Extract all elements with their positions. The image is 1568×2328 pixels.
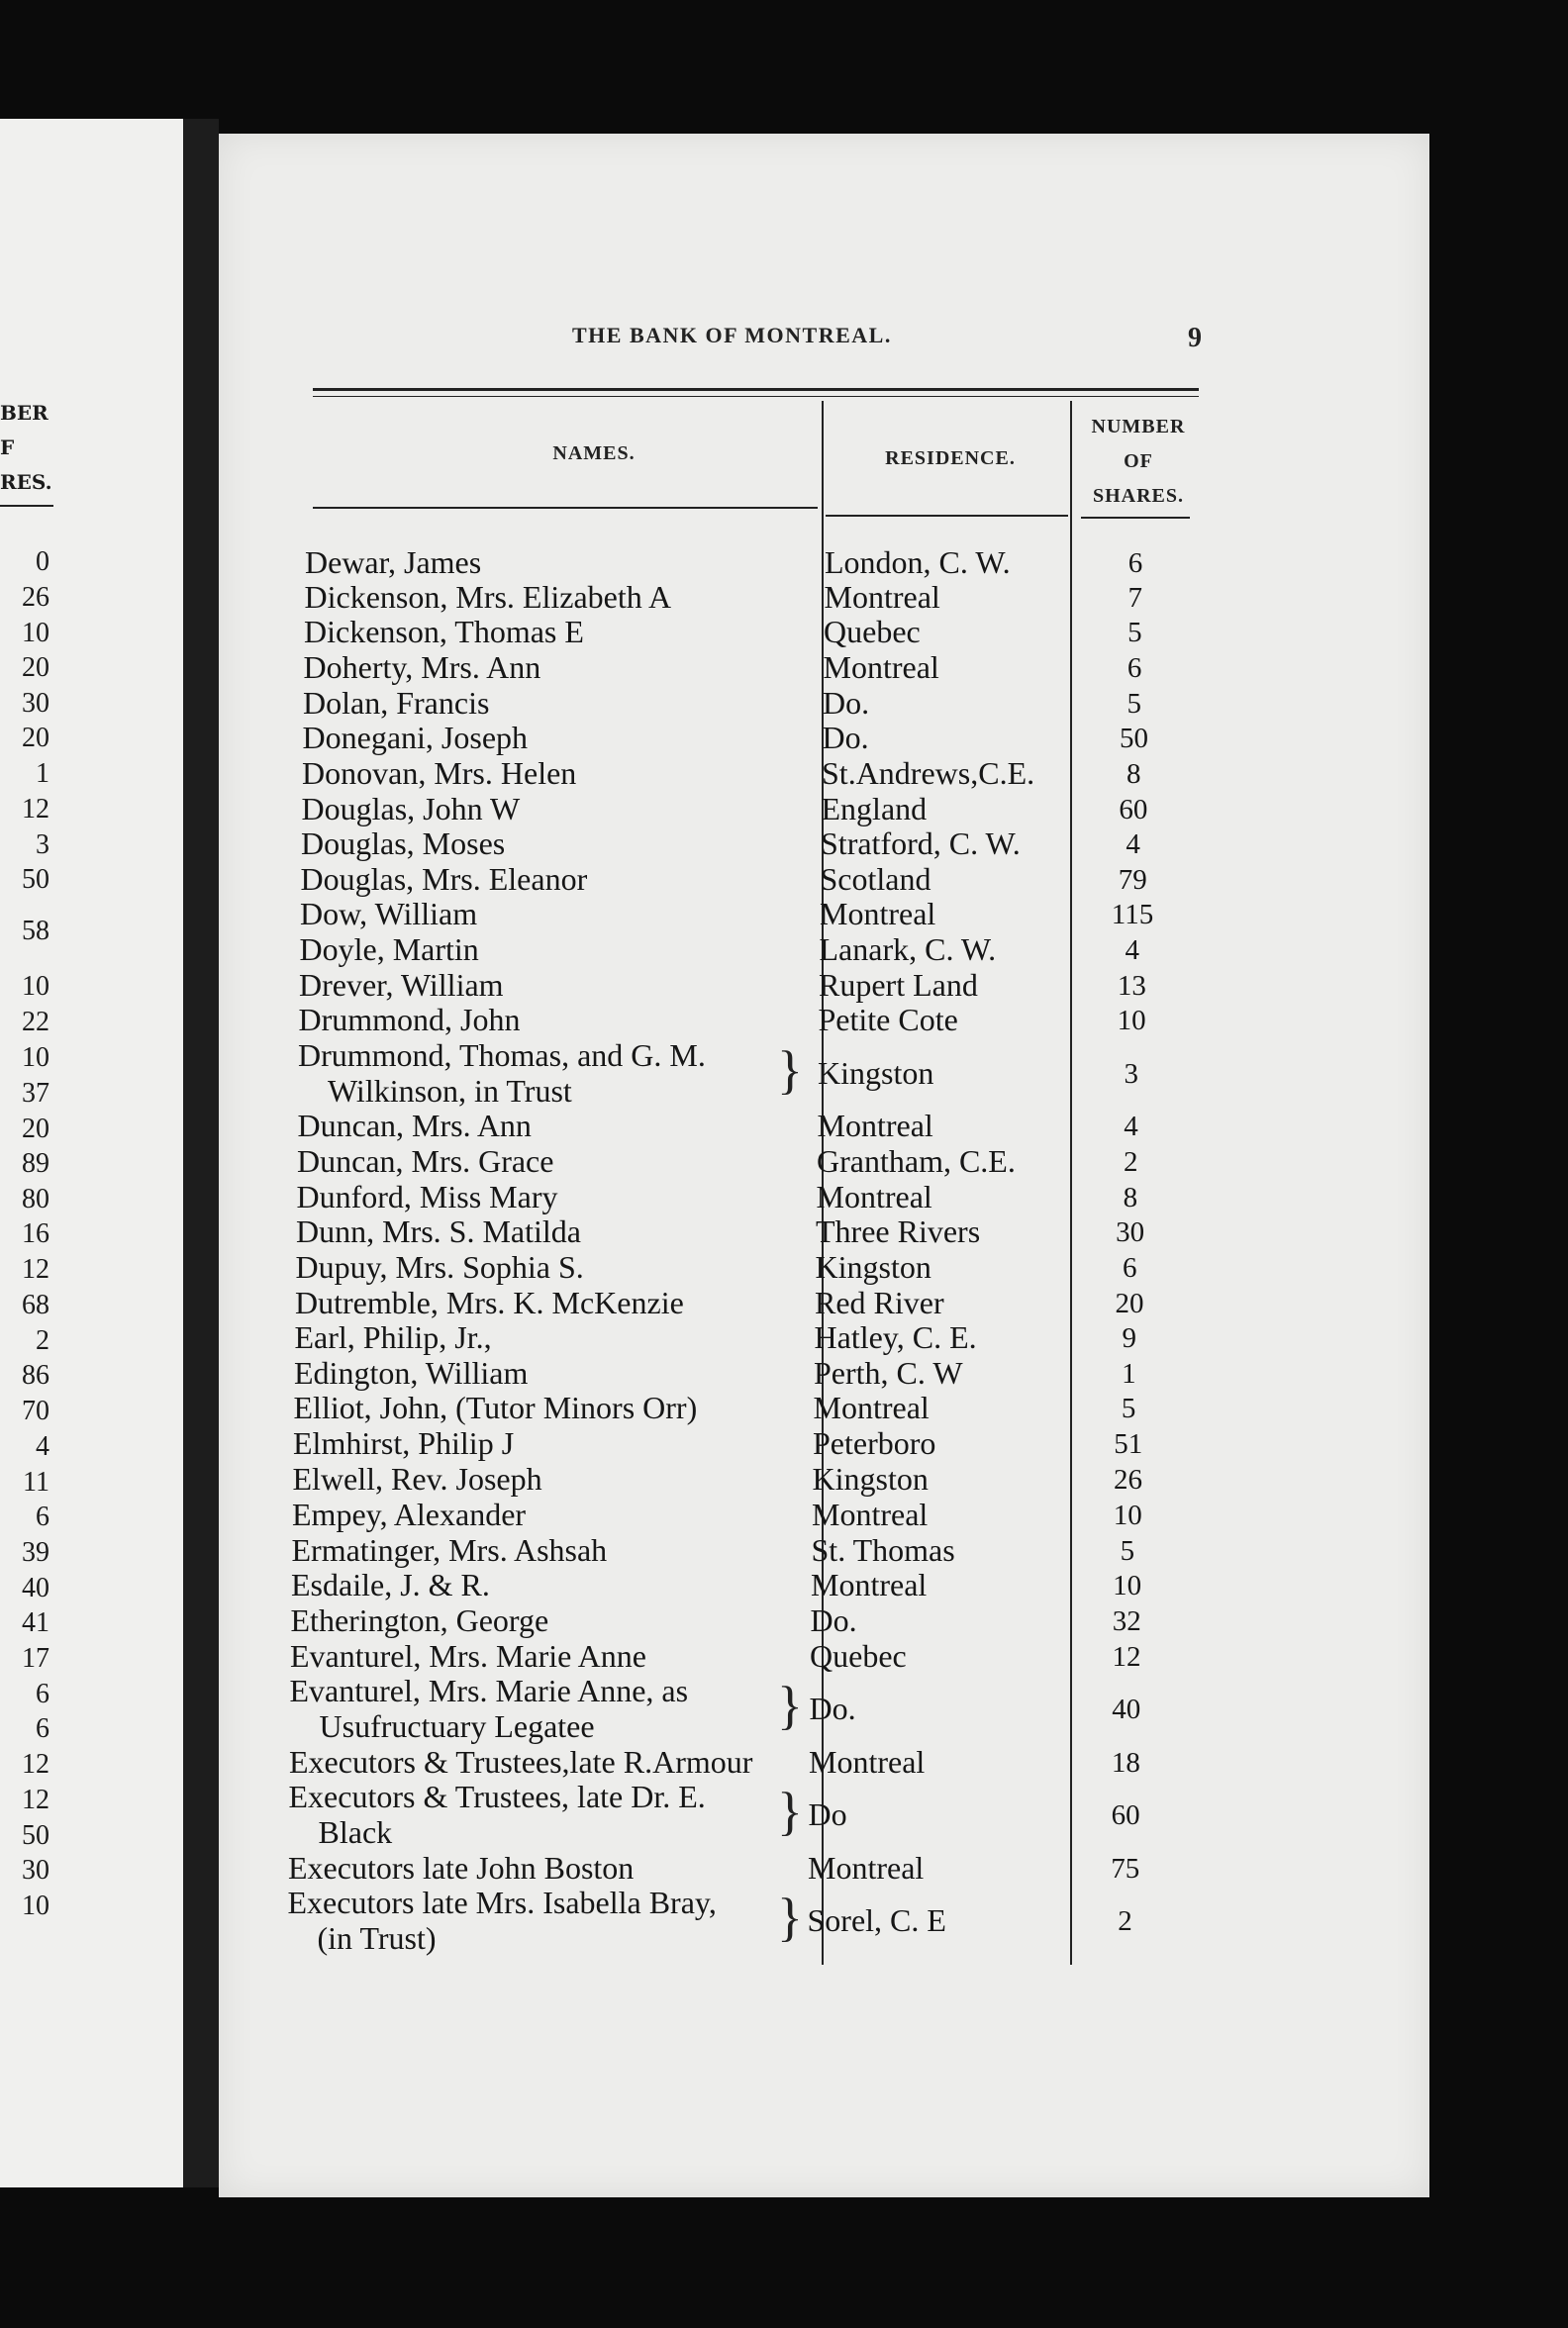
shares-cell: 2 <box>1123 1146 1138 1178</box>
shareholder-name: Empey, Alexander <box>292 1497 527 1532</box>
shares-cell: 13 <box>1117 970 1146 1002</box>
residence-cell: Sorel, C. E <box>807 1902 946 1938</box>
residence-cell: Kingston <box>815 1249 931 1285</box>
shares-cell: 3 <box>1124 1058 1139 1090</box>
shares-cell: 2 <box>1118 1905 1132 1937</box>
left-page-number: 80 <box>22 1184 49 1214</box>
shareholder-name: Dickenson, Mrs. Elizabeth A <box>304 579 672 615</box>
shares-cell: 75 <box>1111 1853 1140 1885</box>
left-page-number: 10 <box>22 971 49 1002</box>
shares-cell: 7 <box>1127 582 1142 614</box>
left-page-number: 20 <box>22 1114 49 1144</box>
shareholder-name-continued: Black <box>318 1814 393 1850</box>
residence-cell: Montreal <box>811 1567 928 1602</box>
residence-cell: London, C. W. <box>825 544 1011 580</box>
shareholder-name: Donegani, Joseph <box>302 720 529 755</box>
header-top-rule-thin <box>313 396 1199 397</box>
shareholder-name: Drummond, Thomas, and G. M. <box>298 1037 706 1073</box>
left-page-number: 26 <box>22 582 49 613</box>
left-page-number: 86 <box>22 1360 49 1391</box>
residence-cell: Scotland <box>820 861 931 897</box>
curly-brace-icon: } <box>777 1888 803 1947</box>
left-page-number: 89 <box>22 1148 49 1179</box>
running-head: THE BANK OF MONTREAL. <box>572 323 892 347</box>
shareholder-name: Doherty, Mrs. Ann <box>303 649 541 685</box>
shareholder-name: Donovan, Mrs. Helen <box>302 755 577 791</box>
residence-cell: Rupert Land <box>819 967 978 1003</box>
shareholder-name: Elwell, Rev. Joseph <box>292 1461 542 1497</box>
residence-cell: Lanark, C. W. <box>819 931 997 967</box>
left-col-head-3: RES. <box>0 470 52 494</box>
shareholder-name: Douglas, Moses <box>301 825 506 861</box>
shares-cell: 79 <box>1118 864 1147 896</box>
shares-cell: 1 <box>1122 1358 1136 1390</box>
shareholder-name: Drummond, John <box>298 1002 521 1037</box>
shareholder-name-continued: (in Trust) <box>317 1920 437 1956</box>
curly-brace-icon: } <box>777 1040 803 1100</box>
shareholder-name: Executors late Mrs. Isabella Bray, <box>287 1885 717 1920</box>
left-page-number: 58 <box>22 916 49 946</box>
residence-cell: Quebec <box>824 614 921 649</box>
left-page-number: 41 <box>22 1607 49 1638</box>
residence-cell: Quebec <box>810 1638 907 1674</box>
shares-cell: 4 <box>1124 1111 1138 1142</box>
shareholder-name: Executors & Trustees,late R.Armour <box>289 1744 753 1780</box>
facing-page <box>0 119 183 2187</box>
left-page-number: 6 <box>36 1713 49 1744</box>
shares-cell: 60 <box>1111 1799 1140 1831</box>
shares-cell: 9 <box>1122 1322 1136 1354</box>
left-page-number: 37 <box>22 1078 49 1109</box>
residence-cell: St. Thomas <box>811 1532 955 1568</box>
residence-cell: Do. <box>822 720 869 755</box>
shareholder-name: Etherington, George <box>290 1602 549 1638</box>
left-page-number: 20 <box>22 652 49 683</box>
shareholder-name: Elliot, John, (Tutor Minors Orr) <box>293 1390 698 1425</box>
shares-cell: 8 <box>1126 758 1141 790</box>
residence-cell: Montreal <box>809 1744 926 1780</box>
shareholder-name: Drever, William <box>299 967 504 1003</box>
shares-header-line3: SHARES. <box>1092 485 1185 507</box>
shares-cell: 4 <box>1126 828 1140 860</box>
shareholder-name: Evanturel, Mrs. Marie Anne, as <box>289 1673 689 1708</box>
left-page-number: 2 <box>36 1325 49 1356</box>
left-col-head-1: BER <box>0 401 49 425</box>
left-page-number: 12 <box>22 1749 49 1780</box>
residence-cell: England <box>821 791 928 826</box>
left-page-number: 50 <box>22 1820 49 1851</box>
shares-cell: 40 <box>1112 1694 1141 1725</box>
residence-header-rule <box>826 515 1068 517</box>
shares-cell: 10 <box>1113 1500 1142 1531</box>
residence-cell: Perth, C. W <box>814 1355 963 1391</box>
residence-cell: Do. <box>809 1691 856 1726</box>
left-page-number: 20 <box>22 723 49 753</box>
residence-cell: Hatley, C. E. <box>814 1319 977 1355</box>
left-page-number: 6 <box>36 1502 49 1532</box>
shareholder-name: Edington, William <box>294 1355 529 1391</box>
residence-cell: Do. <box>823 685 870 721</box>
residence-cell: Petite Cote <box>818 1002 958 1037</box>
shareholder-name: Executors & Trustees, late Dr. E. <box>288 1779 706 1814</box>
header-top-rule <box>313 388 1199 391</box>
left-page-number: 39 <box>22 1537 49 1568</box>
shareholder-name: Dunford, Miss Mary <box>296 1179 558 1214</box>
residence-cell: Montreal <box>813 1390 930 1425</box>
residence-column-header: RESIDENCE. <box>885 447 1016 469</box>
curly-brace-icon: } <box>777 1782 803 1841</box>
names-column-header: NAMES. <box>552 442 636 464</box>
left-page-number: 70 <box>22 1396 49 1426</box>
left-page-number: 6 <box>36 1679 49 1709</box>
residence-cell: Grantham, C.E. <box>817 1143 1016 1179</box>
shares-cell: 6 <box>1127 652 1142 684</box>
left-page-number: 10 <box>22 1891 49 1921</box>
left-page-number: 30 <box>22 1855 49 1886</box>
shares-cell: 51 <box>1114 1428 1143 1460</box>
shareholder-name: Earl, Philip, Jr., <box>294 1319 492 1355</box>
left-page-number: 68 <box>22 1290 49 1320</box>
residence-cell: Peterboro <box>813 1425 936 1461</box>
shareholder-name: Dolan, Francis <box>303 685 490 721</box>
shareholder-name: Dunn, Mrs. S. Matilda <box>296 1213 581 1249</box>
shareholder-name: Dutremble, Mrs. K. McKenzie <box>295 1285 684 1320</box>
residence-cell: Montreal <box>817 1108 933 1143</box>
shares-cell: 10 <box>1113 1570 1142 1601</box>
names-header-rule <box>313 507 818 509</box>
left-page-number: 4 <box>36 1431 49 1462</box>
left-col-head-2: F <box>0 436 15 459</box>
residence-cell: Montreal <box>808 1850 925 1886</box>
shareholder-name-continued: Wilkinson, in Trust <box>328 1073 572 1109</box>
shareholder-name: Executors late John Boston <box>288 1850 635 1886</box>
left-page-number: 10 <box>22 1042 49 1073</box>
residence-cell: Stratford, C. W. <box>821 825 1021 861</box>
shares-cell: 5 <box>1121 1393 1136 1424</box>
shareholder-name: Dupuy, Mrs. Sophia S. <box>295 1249 584 1285</box>
shares-cell: 20 <box>1115 1288 1144 1319</box>
column-divider-2 <box>1070 401 1072 1965</box>
residence-cell: Montreal <box>820 896 936 931</box>
shares-header-rule <box>1081 517 1190 519</box>
page-number: 9 <box>1188 323 1202 353</box>
left-page-number: 12 <box>22 1254 49 1285</box>
left-page-number: 17 <box>22 1643 49 1674</box>
shareholder-name: Douglas, Mrs. Eleanor <box>300 861 588 897</box>
shares-cell: 5 <box>1127 617 1142 648</box>
shareholder-name: Evanturel, Mrs. Marie Anne <box>290 1638 646 1674</box>
shareholder-name: Dow, William <box>300 896 478 931</box>
residence-cell: St.Andrews,C.E. <box>822 755 1035 791</box>
shares-cell: 5 <box>1127 688 1142 720</box>
shares-cell: 26 <box>1114 1464 1142 1496</box>
shareholder-name: Duncan, Mrs. Ann <box>297 1108 532 1143</box>
residence-cell: Montreal <box>823 649 939 685</box>
shares-cell: 18 <box>1111 1747 1140 1779</box>
shareholder-name: Dickenson, Thomas E <box>304 614 584 649</box>
residence-cell: Kingston <box>812 1461 929 1497</box>
shares-cell: 50 <box>1120 723 1148 754</box>
shareholder-name: Doyle, Martin <box>299 931 479 967</box>
residence-cell: Do. <box>810 1602 857 1638</box>
shares-cell: 115 <box>1111 899 1154 930</box>
shares-header-line1: NUMBER <box>1091 416 1186 437</box>
residence-cell: Do <box>808 1796 847 1832</box>
curly-brace-icon: } <box>777 1676 803 1735</box>
left-page-number: 10 <box>22 618 49 648</box>
left-page-number: 0 <box>36 546 49 577</box>
residence-cell: Montreal <box>816 1179 932 1214</box>
left-page-number: 22 <box>22 1007 49 1037</box>
shareholder-name: Ermatinger, Mrs. Ashsah <box>291 1532 608 1568</box>
left-page-number: 12 <box>22 1785 49 1815</box>
book-gutter <box>183 119 219 2187</box>
shares-cell: 32 <box>1112 1605 1141 1637</box>
shares-cell: 8 <box>1123 1182 1138 1213</box>
shares-cell: 6 <box>1123 1252 1137 1284</box>
shares-cell: 5 <box>1120 1535 1135 1567</box>
shareholder-name-continued: Usufructuary Legatee <box>319 1708 595 1744</box>
left-page-number: 1 <box>36 758 49 789</box>
shares-cell: 12 <box>1112 1641 1141 1673</box>
residence-cell: Red River <box>815 1285 944 1320</box>
left-page-number: 11 <box>23 1467 49 1498</box>
residence-cell: Kingston <box>818 1055 934 1091</box>
residence-cell: Montreal <box>812 1497 929 1532</box>
residence-cell: Three Rivers <box>816 1213 981 1249</box>
left-page-number: 50 <box>22 864 49 895</box>
shareholder-name: Duncan, Mrs. Grace <box>297 1143 554 1179</box>
left-page-number: 16 <box>22 1218 49 1249</box>
shares-cell: 30 <box>1116 1216 1145 1248</box>
left-rule <box>0 505 53 507</box>
residence-cell: Montreal <box>824 579 940 615</box>
shareholder-name: Dewar, James <box>305 544 482 580</box>
shareholder-name: Esdaile, J. & R. <box>291 1567 490 1602</box>
shares-cell: 10 <box>1117 1005 1146 1036</box>
left-page-number: 30 <box>22 688 49 719</box>
shares-header-line2: OF <box>1124 450 1153 472</box>
shares-cell: 6 <box>1127 547 1143 579</box>
shares-cell: 4 <box>1125 934 1139 966</box>
left-page-number: 40 <box>22 1573 49 1603</box>
left-page-number: 12 <box>22 794 49 824</box>
shareholder-name: Douglas, John W <box>301 791 521 826</box>
left-page-number: 3 <box>36 829 49 860</box>
shares-cell: 60 <box>1119 794 1148 825</box>
shareholder-name: Elmhirst, Philip J <box>293 1425 515 1461</box>
